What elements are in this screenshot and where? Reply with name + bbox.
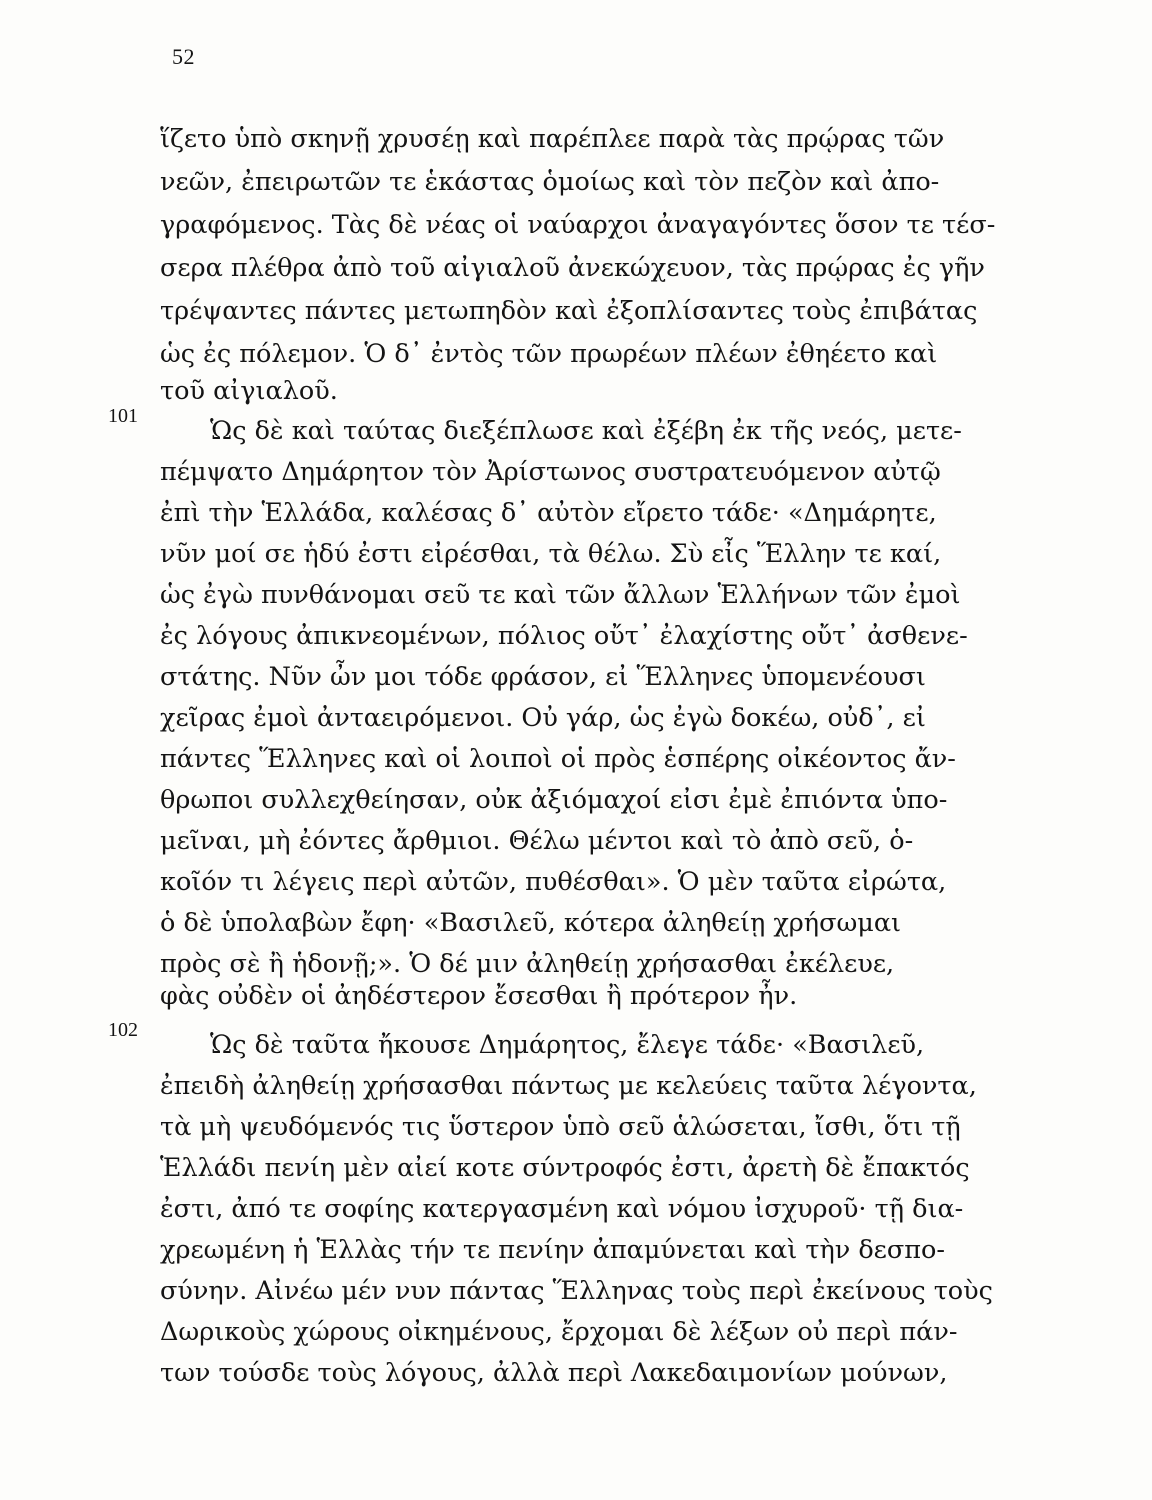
text-line: θρωποι συλλεχθείησαν, οὐκ ἀξιόμαχοί εἰσι ἐμὲ ἐπιόντα ὑπο- [160,785,948,815]
text-line: πρὸς σὲ ἢ ἡδονῇ;». Ὁ δέ μιν ἀληθείῃ χρήσασθαι ἐκέλευε, [160,949,895,979]
text-line: τοῦ αἰγιαλοῦ. [160,376,338,406]
text-line: χεῖρας ἐμοὶ ἀνταειρόμενοι. Οὐ γάρ, ὡς ἐγὼ δοκέω, οὐδ᾽, εἰ [160,703,926,733]
text-line: νῦν μοί σε ἡδύ ἐστι εἰρέσθαι, τὰ θέλω. Σὺ εἶς Ἕλλην τε καί, [160,539,942,569]
text-line: ἐς λόγους ἀπικνεομένων, πόλιος οὔτ᾽ ἐλαχίστης οὔτ᾽ ἀσθενε- [160,621,968,651]
text-line: Δωρικοὺς χώρους οἰκημένους, ἔρχομαι δὲ λέξων οὐ περὶ πάν- [160,1317,958,1347]
text-line: ἐπειδὴ ἀληθείῃ χρήσασθαι πάντως με κελεύεις ταῦτα λέγοντα, [160,1071,977,1101]
text-line: πάντες Ἕλληνες καὶ οἱ λοιποὶ οἱ πρὸς ἑσπέρης οἰκέοντος ἄν- [160,744,956,774]
text-line: ἐστι, ἀπό τε σοφίης κατεργασμένη καὶ νόμου ἰσχυροῦ· τῇ δια- [160,1194,964,1224]
text-line: ἵζετο ὑπὸ σκηνῇ χρυσέῃ καὶ παρέπλεε παρὰ τὰς πρῴρας τῶν [160,124,945,154]
text-line: ὡς ἐς πόλεμον. Ὁ δ᾽ ἐντὸς τῶν πρωρέων πλέων ἐθηέετο καὶ [160,339,938,369]
section-number: 101 [108,405,138,427]
text-line: τὰ μὴ ψευδόμενός τις ὕστερον ὑπὸ σεῦ ἁλώσεται, ἴσθι, ὅτι τῇ [160,1112,961,1142]
text-line: ἐπὶ τὴν Ἑλλάδα, καλέσας δ᾽ αὐτὸν εἴρετο τάδε· «Δημάρητε, [160,498,937,528]
text-line: στάτης. Νῦν ὦν μοι τόδε φράσον, εἰ Ἕλληνες ὑπομενέουσι [160,662,926,692]
text-line: σερα πλέθρα ἀπὸ τοῦ αἰγιαλοῦ ἀνεκώχευον, τὰς πρῴρας ἐς γῆν [160,253,985,283]
text-line: γραφόμενος. Τὰς δὲ νέας οἱ ναύαρχοι ἀναγαγόντες ὅσον τε τέσ- [160,210,996,240]
section-number: 102 [108,1019,138,1041]
text-line: Ὡς δὲ καὶ ταύτας διεξέπλωσε καὶ ἐξέβη ἐκ τῆς νεός, μετε- [210,416,962,446]
page-number: 52 [172,44,195,69]
text-line: ὡς ἐγὼ πυνθάνομαι σεῦ τε καὶ τῶν ἄλλων Ἑλλήνων τῶν ἐμοὶ [160,580,961,610]
text-line: χρεωμένη ἡ Ἑλλὰς τήν τε πενίην ἀπαμύνεται καὶ τὴν δεσπο- [160,1235,946,1265]
text-line: φὰς οὐδὲν οἱ ἀηδέστερον ἔσεσθαι ἢ πρότερον ἦν. [160,981,798,1011]
text-line: σύνην. Αἰνέω μέν νυν πάντας Ἕλληνας τοὺς περὶ ἐκείνους τοὺς [160,1276,993,1306]
text-line: νεῶν, ἐπειρωτῶν τε ἑκάστας ὁμοίως καὶ τὸν πεζὸν καὶ ἀπο- [160,167,940,197]
text-line: πέμψατο Δημάρητον τὸν Ἀρίστωνος συστρατευόμενον αὐτῷ [160,457,941,487]
text-line: τρέψαντες πάντες μετωπηδὸν καὶ ἐξοπλίσαντες τοὺς ἐπιβάτας [160,296,978,326]
text-line: Ὡς δὲ ταῦτα ἤκουσε Δημάρητος, ἔλεγε τάδε· «Βασιλεῦ, [210,1030,925,1060]
text-line: κοῖόν τι λέγεις περὶ αὐτῶν, πυθέσθαι». Ὁ μὲν ταῦτα εἰρώτα, [160,867,947,897]
text-line: μεῖναι, μὴ ἐόντες ἄρθμιοι. Θέλω μέντοι καὶ τὸ ἀπὸ σεῦ, ὁ- [160,826,914,856]
text-line: των τούσδε τοὺς λόγους, ἀλλὰ περὶ Λακεδαιμονίων μούνων, [160,1358,948,1388]
text-line: ὁ δὲ ὑπολαβὼν ἔφη· «Βασιλεῦ, κότερα ἀληθείῃ χρήσωμαι [160,908,902,938]
text-line: Ἑλλάδι πενίη μὲν αἰεί κοτε σύντροφός ἐστι, ἀρετὴ δὲ ἔπακτός [160,1153,970,1183]
